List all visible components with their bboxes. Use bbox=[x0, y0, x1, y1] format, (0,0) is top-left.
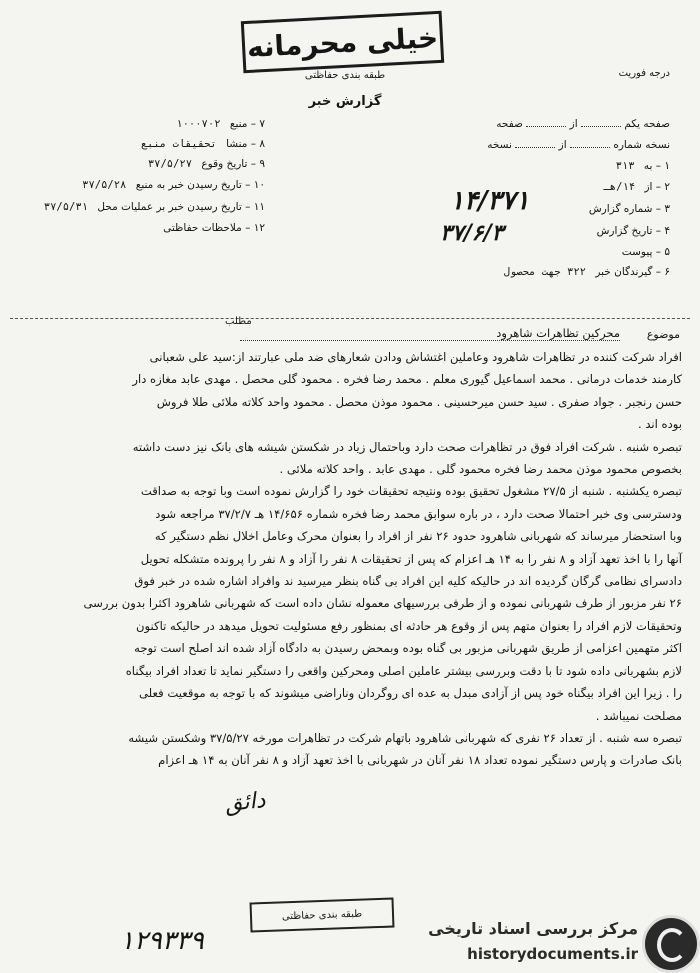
subject-row bbox=[20, 316, 680, 346]
field-report-date: ۴ – تاریخ گزارش bbox=[596, 225, 670, 237]
archive-logo-icon bbox=[642, 915, 700, 973]
body-line: وتحقیقات لازم افراد را بعنوان متهم پس از وقوع هر حادثه ای بمنظور رفع مسئولیت تحویل میدهد در حالیکه تاکنون bbox=[136, 618, 682, 633]
footer-classification-stamp: طبقه بندی حفاظتی bbox=[250, 897, 395, 932]
field-occurrence-date: ۹ – تاریخ وقوع ۳۷/۵/۲۷ bbox=[147, 158, 265, 170]
handwritten-report-number: ۱۴/۳۷۱ bbox=[450, 186, 530, 216]
body-line: تبصره سه شنبه . از تعداد ۲۶ نفری که شهربانی شاهرود باتهام شرکت در تظاهرات مورخه ۳۷/۵/۲۷ وشکستن شیشه bbox=[128, 730, 682, 745]
watermark-title: مرکز بررسی اسناد تاریخی bbox=[428, 919, 638, 938]
handwritten-report-date: ۳۷/۶/۳ bbox=[440, 220, 504, 246]
top-secret-stamp: خیلی محرمانه bbox=[241, 11, 444, 73]
body-line: بخصوص محمود موذن محمد رضا فخره محمود گلی . مهدی عابد . واحد کلاته ملائی . bbox=[279, 462, 682, 477]
field-report-number: ۳ – شماره گزارش bbox=[588, 203, 670, 215]
body-line: آنها را با اخذ تعهد آزاد و ۸ نفر را به ۱۴ هـ اعزام که پس از تحقیقات ۸ نفر را آزاد و ۸ نفر را پرونده متشکله تحویل bbox=[140, 551, 682, 566]
body-line: وبا استحضار میرساند که شهربانی شاهرود حدود ۲۶ نفر از افراد را بعنوان محرک وعامل اخلال نظم دستگیر که bbox=[154, 529, 682, 544]
body-line: اکثر متهمین اعزامی از طریق شهربانی مزبور بی گناه بوده وبمحض رسیدن به دادگاه آزاد شده اند اصلح است توجه bbox=[134, 641, 682, 656]
body-line: ودسترسی وی خبر احتمالا صحت دارد ، در باره سوابق محمد رضا فخره شماره ۱۴/۶۵۶ هـ ۳۷/۲/۷ مراجعه شود bbox=[155, 506, 682, 521]
field-copy-number: نسخه شماره از نسخه bbox=[487, 139, 670, 151]
urgency-label: درجه فوریت bbox=[618, 68, 670, 79]
body-line: کارمند خدمات درمانی . محمد اسماعیل گیوری معلم . محمد رضا فخره . محمود گلی محصل . مهدی عابد مغازه دار bbox=[132, 372, 682, 387]
field-source-receipt-date: ۱۰ – تاریخ رسیدن خبر به منبع ۳۷/۵/۲۸ bbox=[82, 179, 265, 191]
classification-label: طبقه بندی حفاظتی bbox=[304, 70, 386, 81]
field-page: صفحه یکم از صفحه bbox=[496, 118, 670, 130]
subject-label: موضوع bbox=[646, 328, 680, 341]
field-ops-receipt-date: ۱۱ – تاریخ رسیدن خبر بر عملیات محل ۳۷/۵/۳۱ bbox=[43, 201, 265, 213]
body-line: بانک صادرات و پارس دستگیر نموده تعداد ۱۸ نفر آنان در شهربانی با اخذ تعهد آزاد و ۸ نفر آنان به ۱۴ هـ اعزام bbox=[158, 753, 682, 768]
field-origin: ۸ – منشا تحقیقات منبع bbox=[140, 138, 265, 150]
body-line: دادسرای نظامی گرگان گردیده اند در حالیکه کلیه این افراد بی گناه بنظر میرسید ند وافراد اشاره شده در خبر فوق bbox=[134, 574, 682, 589]
subject-margin-note: مطلب bbox=[225, 316, 252, 327]
report-body bbox=[18, 346, 682, 772]
body-line: لازم بشهربانی داده شود تا با دقت وبررسی بیشتر عاملین اصلی ومحرکین واقعی را دستگیر نماید تا تعداد افراد بیگناه bbox=[125, 663, 682, 678]
body-line: تبصره یکشنبه . شنبه از ۲۷/۵ مشغول تحقیق بوده ونتیجه تحقیقات خود را گزارش نموده است وبا توجه به صداقت bbox=[140, 484, 682, 499]
field-recipients: ۶ – گیرندگان خبر ۳۲۲ جهت محصول bbox=[503, 266, 670, 278]
document-number: ۱۲۹۳۳۹ bbox=[120, 926, 204, 956]
subject-value: محرکین تظاهرات شاهرود bbox=[240, 326, 620, 341]
field-attachment: ۵ – پیوست bbox=[621, 246, 670, 258]
body-line: تبصره شنبه . شرکت افراد فوق در تظاهرات صحت دارد وباحتمال زیاد در شکستن شیشه های بانک نیز دست داشته bbox=[132, 439, 682, 454]
field-to: ۱ – به ۳۱۳ bbox=[615, 160, 670, 172]
body-line: مصلحت نمیباشد . bbox=[595, 708, 682, 723]
archive-watermark bbox=[415, 915, 700, 972]
field-from: ۲ – از ۱۴/هـ bbox=[603, 181, 670, 193]
field-source: ۷ – منبع ۱۰۰۰۷۰۲ bbox=[176, 118, 265, 130]
field-security-notes: ۱۲ – ملاحظات حفاظتی bbox=[163, 222, 265, 234]
report-title: گزارش خبر bbox=[308, 94, 382, 109]
body-line: حسن رنجبر . جواد صفری . سید حسن میرحسینی . محمود موذن محصل . محمود واحد کلاته ملائی طلا فروش bbox=[156, 394, 682, 409]
body-line: افراد شرکت کننده در تظاهرات شاهرود وعاملین اغتشاش ودادن شعارهای ضد ملی عبارتند از:سید علی شعبانی bbox=[149, 350, 682, 364]
body-line: بوده اند . bbox=[637, 417, 682, 432]
watermark-url: historydocuments.ir bbox=[467, 945, 638, 963]
header-divider bbox=[10, 318, 690, 319]
body-line: را . زیرا این افراد بیگناه خود پس از آزادی مبدل به عده ای روگردان وناراضی میشوند که با توجه به موقعیت فعلی bbox=[139, 686, 682, 701]
handwritten-signature: دائق bbox=[223, 787, 267, 818]
body-line: ۲۶ نفر مزبور از طرف شهربانی نموده و از طرفی بررسیهای معموله نشان داده است که شهربانی شاهرود اکثرا بدون بررسی bbox=[83, 596, 682, 611]
